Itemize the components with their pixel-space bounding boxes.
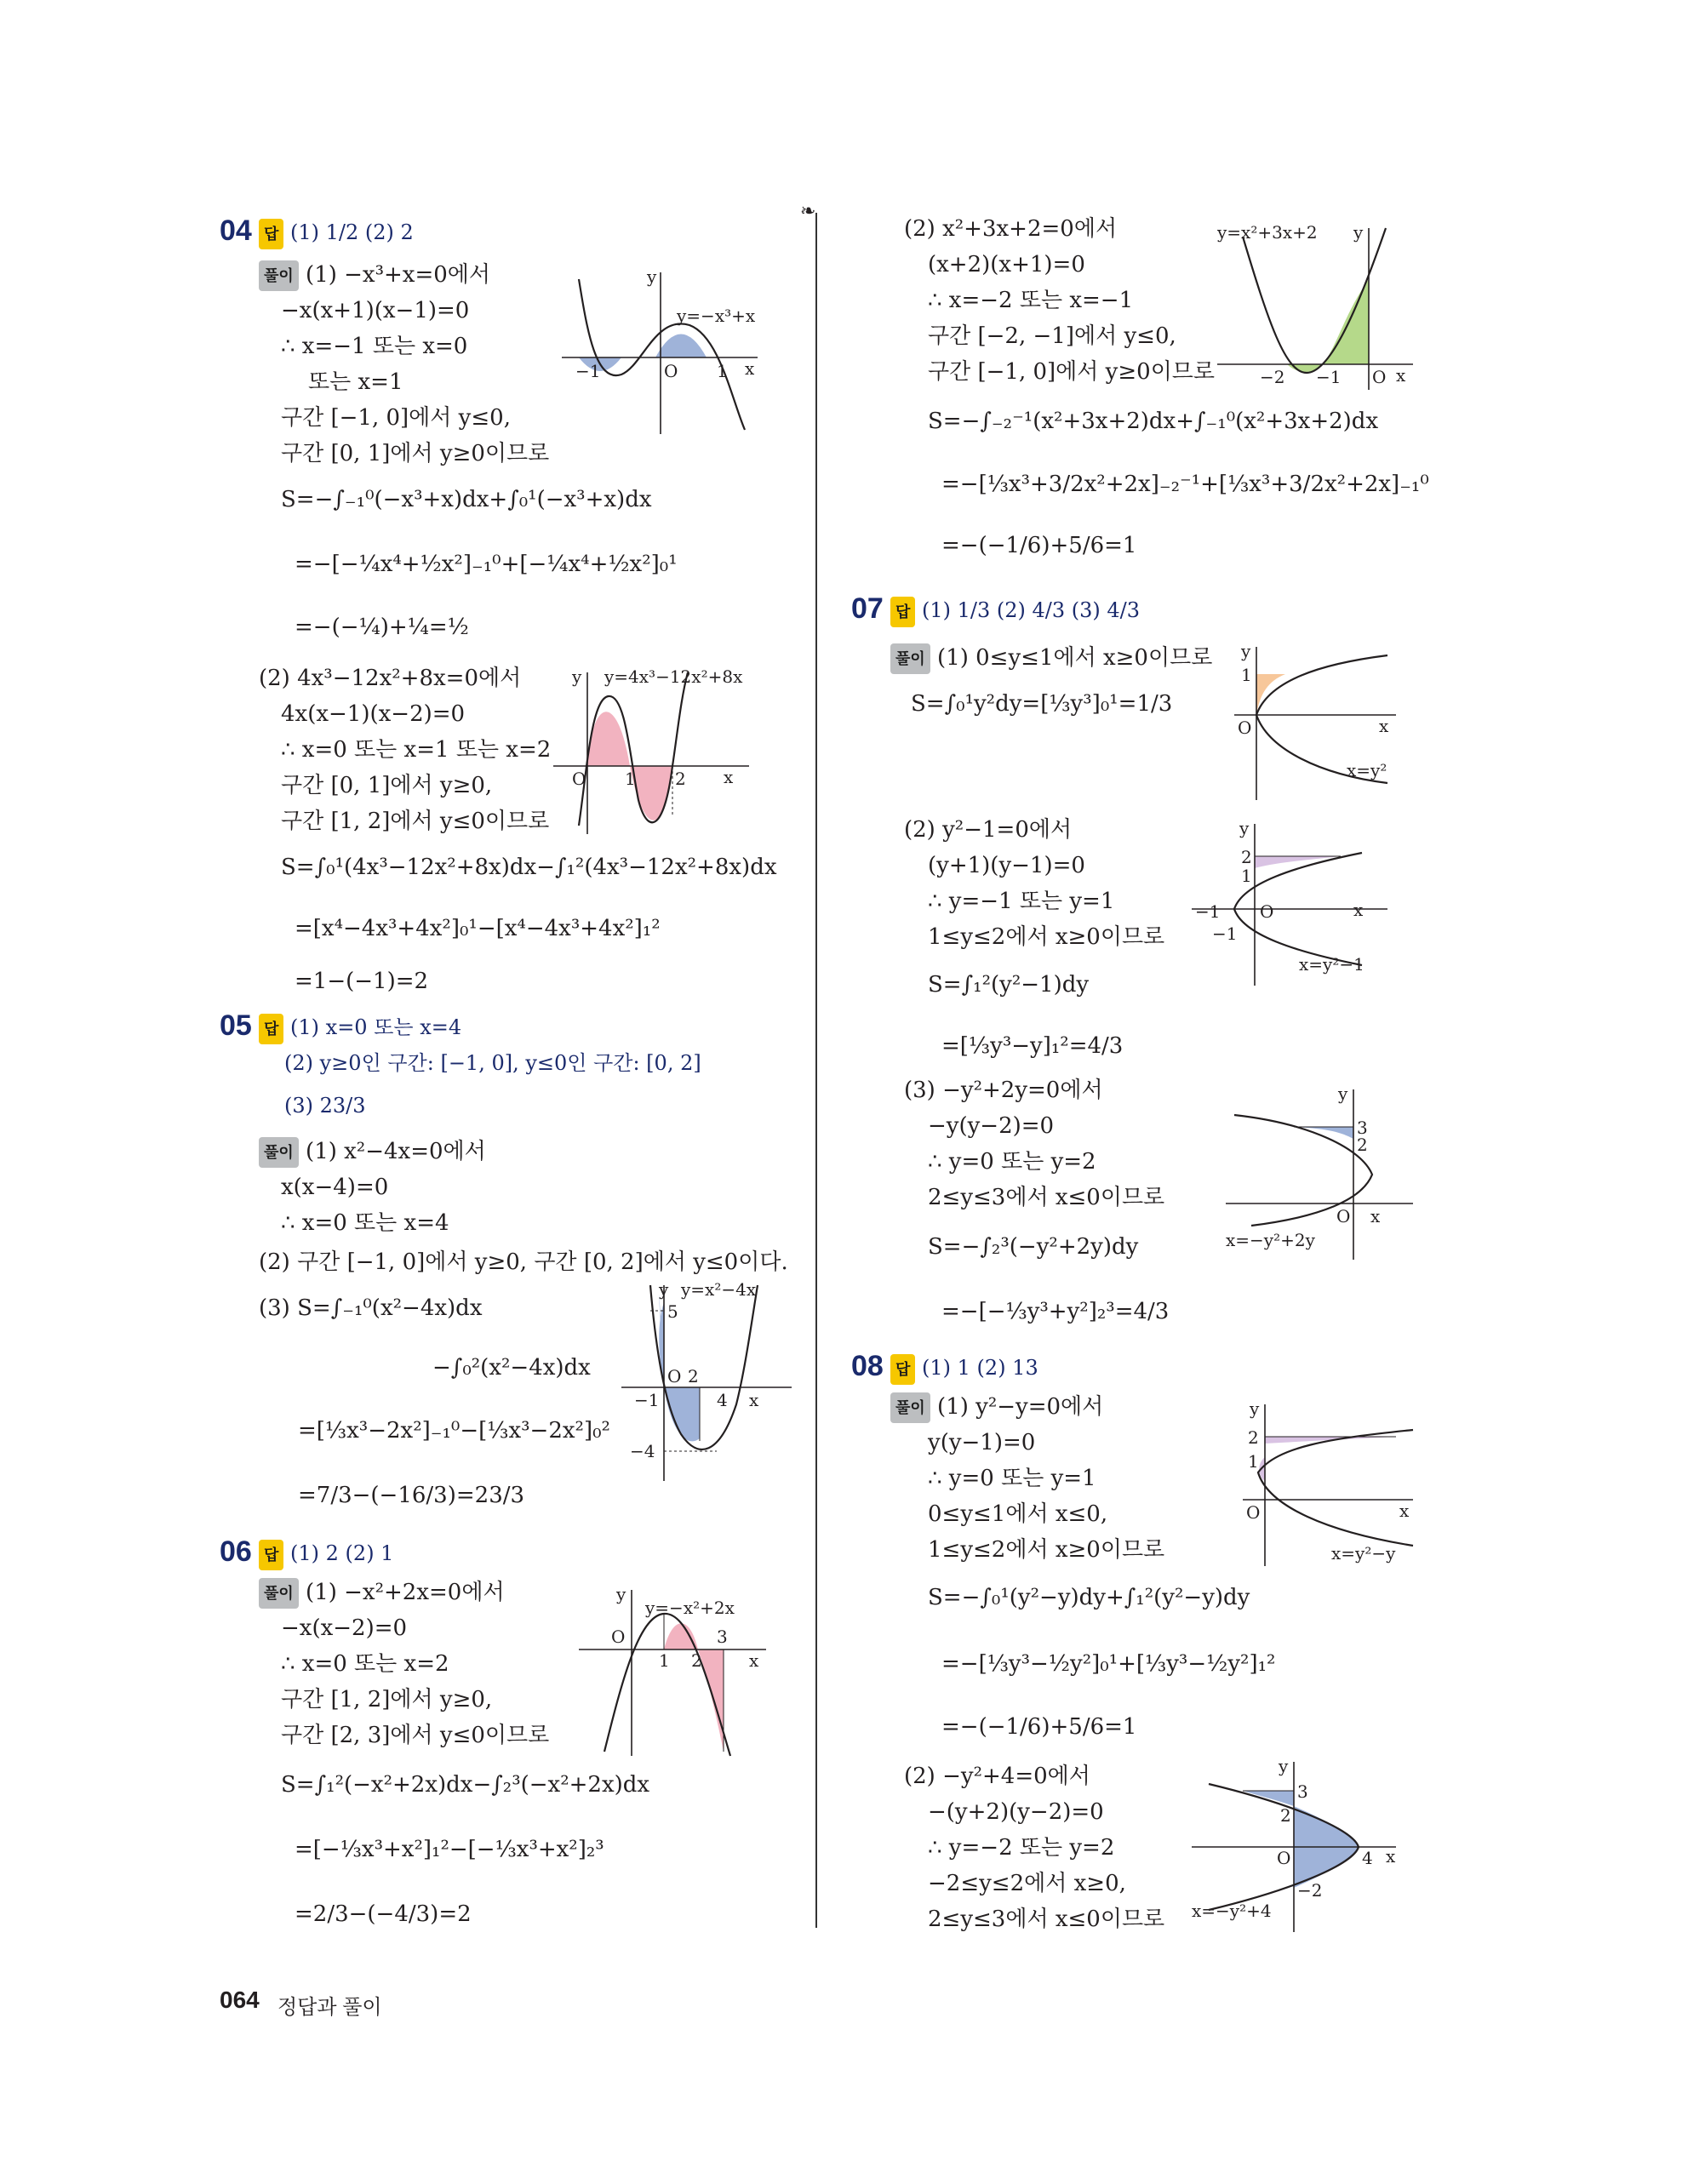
problem-06-answer <box>259 1539 393 1570</box>
formula-line: =[x⁴−4x³+4x²]₀¹−[x⁴−4x³+4x²]₁² <box>295 916 661 941</box>
curve-equation: y=x²+3x+2 <box>1217 222 1318 243</box>
solution-line: (1) x²−4x=0에서 <box>306 1139 486 1164</box>
answer-tag: 답 <box>890 1354 915 1385</box>
solution-line: −y(y−2)=0 <box>928 1113 1055 1139</box>
tick-label: 2 <box>675 769 686 789</box>
tick-label: 4 <box>717 1390 728 1410</box>
answer-text: (1) 1/2 (2) 2 <box>290 220 414 244</box>
tick-label: 4 <box>1362 1848 1373 1868</box>
solution-line: 구간 [−2, −1]에서 y≤0, <box>928 323 1176 349</box>
tick-label: −4 <box>630 1441 655 1461</box>
graph-07-2 <box>1192 815 1413 986</box>
tick-label: 5 <box>667 1301 678 1322</box>
tick-label: 3 <box>717 1627 728 1647</box>
curve-equation: y=x²−4x <box>681 1279 757 1300</box>
solution-line: ∴ x=0 또는 x=2 <box>281 1651 449 1677</box>
solution-line: 구간 [2, 3]에서 y≤0이므로 <box>281 1723 550 1748</box>
curve-equation: x=y²−1 <box>1299 954 1364 975</box>
problem-05-answer <box>259 1013 461 1044</box>
solution-line: (2) 4x³−12x²+8x=0에서 <box>259 666 522 691</box>
problem-07-number: 07 <box>851 592 884 625</box>
solution-line: y(y−1)=0 <box>928 1430 1036 1455</box>
formula-line: =−(−¼)+¼=½ <box>295 615 469 640</box>
solution-line: 구간 [0, 1]에서 y≥0이므로 <box>281 441 550 466</box>
divider-ornament-icon: ❧ <box>800 201 816 222</box>
formula-line: =1−(−1)=2 <box>295 969 429 994</box>
tick-label: −1 <box>1316 367 1342 387</box>
formula-line: S=−∫₂³(−y²+2y)dy <box>928 1234 1139 1260</box>
formula-line: =−[⅓x³+3/2x²+2x]₋₂⁻¹+[⅓x³+3/2x²+2x]₋₁⁰ <box>941 472 1429 497</box>
tick-label: 1 <box>1241 665 1252 685</box>
solution-line: ∴ y=−2 또는 y=2 <box>928 1835 1115 1861</box>
tick-label: 1 <box>717 361 728 381</box>
solution-tag: 풀이 <box>890 1392 930 1423</box>
solution-line: 구간 [−1, 0]에서 y≥0이므로 <box>928 359 1216 385</box>
answer-text: (1) 1/3 (2) 4/3 (3) 4/3 <box>922 598 1141 622</box>
solution-line: 구간 [0, 1]에서 y≥0, <box>281 773 493 798</box>
graph-08-2 <box>1192 1753 1422 1932</box>
tick-label: −1 <box>1212 923 1238 944</box>
solution-line: (2) y²−1=0에서 <box>904 817 1073 843</box>
solution-line: (3) −y²+2y=0에서 <box>904 1078 1103 1103</box>
x-axis-label: x <box>1386 1846 1396 1867</box>
solution-line: −(y+2)(y−2)=0 <box>928 1799 1104 1825</box>
formula-line: =2/3−(−4/3)=2 <box>295 1901 472 1927</box>
solution-tag: 풀이 <box>259 1137 299 1168</box>
solution-line: (1) −x²+2x=0에서 <box>306 1580 505 1605</box>
tick-label: 2 <box>1248 1427 1259 1448</box>
tick-label: −2 <box>1260 367 1285 387</box>
solution-line: 1≤y≤2에서 x≥0이므로 <box>928 1537 1165 1563</box>
solution-line: 구간 [−1, 0]에서 y≤0, <box>281 405 511 431</box>
solution-tag: 풀이 <box>259 260 299 291</box>
answer-text: (1) 1 (2) 13 <box>922 1356 1038 1380</box>
y-axis-label: y <box>1279 1756 1289 1776</box>
problem-08-answer <box>890 1353 1038 1385</box>
solution-line: 구간 [1, 2]에서 y≥0, <box>281 1687 493 1712</box>
solution-line: (1) −x³+x=0에서 <box>306 262 491 288</box>
solution-tag: 풀이 <box>890 643 930 674</box>
graph-08-1 <box>1243 1396 1430 1566</box>
problem-07-answer <box>890 596 1140 627</box>
tick-label: −1 <box>634 1390 660 1410</box>
y-axis-label: y <box>1338 1083 1348 1104</box>
section-title: 정답과 풀이 <box>277 1996 382 2019</box>
formula-line: =[⅓y³−y]₁²=4/3 <box>941 1033 1124 1059</box>
y-axis-label: y <box>572 666 582 687</box>
solution-line: ∴ y=0 또는 y=2 <box>928 1149 1096 1175</box>
graph-04-2 <box>553 664 775 834</box>
solution-line: (2) x²+3x+2=0에서 <box>904 216 1118 242</box>
y-axis-label: y <box>1241 641 1251 661</box>
answer-text: (1) x=0 또는 x=4 <box>290 1015 462 1039</box>
formula-line: S=∫₁²(−x²+2x)dx−∫₂³(−x²+2x)dx <box>281 1772 650 1798</box>
tick-label: −1 <box>575 361 601 381</box>
solution-tag: 풀이 <box>259 1578 299 1609</box>
curve-equation: x=y² <box>1347 760 1387 780</box>
x-axis-label: x <box>749 1390 759 1410</box>
x-axis-label: x <box>1396 365 1406 386</box>
y-axis-label: y <box>1353 222 1364 243</box>
solution-line: 0≤y≤1에서 x≤0, <box>928 1501 1108 1527</box>
problem-05-solution-head <box>259 1137 486 1168</box>
x-axis-label: x <box>1353 900 1364 920</box>
x-axis-label: x <box>724 767 734 787</box>
column-divider <box>815 213 817 1928</box>
problem-08-solution-head <box>890 1392 1103 1423</box>
solution-line: 또는 x=1 <box>308 369 403 395</box>
formula-line: =−(−1/6)+5/6=1 <box>941 1714 1137 1740</box>
tick-label: 3 <box>1297 1781 1308 1802</box>
solution-line: 2≤y≤3에서 x≤0이므로 <box>928 1185 1165 1210</box>
solution-line: (1) y²−y=0에서 <box>937 1394 1104 1420</box>
solution-line: (2) 구간 [−1, 0]에서 y≥0, 구간 [0, 2]에서 y≤0이다. <box>259 1249 788 1275</box>
answer-tag: 답 <box>259 1014 283 1044</box>
problem-06-solution-head <box>259 1578 505 1609</box>
origin-label: O <box>611 1627 626 1647</box>
graph-06-2 <box>1217 220 1422 390</box>
graph-06 <box>579 1581 783 1760</box>
formula-line: S=−∫₋₂⁻¹(x²+3x+2)dx+∫₋₁⁰(x²+3x+2)dx <box>928 409 1379 434</box>
solution-line: ∴ x=0 또는 x=4 <box>281 1210 449 1236</box>
x-axis-label: x <box>1399 1501 1410 1521</box>
tick-label: 2 <box>691 1650 702 1671</box>
solution-line: −x(x−2)=0 <box>281 1615 408 1641</box>
formula-line: S=−∫₋₁⁰(−x³+x)dx+∫₀¹(−x³+x)dx <box>281 487 652 512</box>
tick-label: −1 <box>1195 901 1221 922</box>
origin-label: O <box>1238 718 1252 738</box>
origin-label: O <box>572 769 586 789</box>
problem-04-number: 04 <box>220 214 252 247</box>
solution-line: −2≤y≤2에서 x≥0, <box>928 1871 1126 1896</box>
answer-tag: 답 <box>259 1540 283 1570</box>
origin-label: O <box>1246 1502 1261 1523</box>
formula-line: S=∫₀¹y²dy=[⅓y³]₀¹=1/3 <box>911 691 1173 717</box>
formula-line: =−[⅓y³−½y²]₀¹+[⅓y³−½y²]₁² <box>941 1651 1276 1677</box>
tick-label: 1 <box>659 1650 670 1671</box>
solution-line: ∴ x=−2 또는 x=−1 <box>928 288 1134 313</box>
y-axis-label: y <box>647 266 657 287</box>
tick-label: 3 <box>1357 1118 1368 1138</box>
solution-line: x(x−4)=0 <box>281 1175 389 1200</box>
x-axis-label: x <box>745 358 755 379</box>
origin-label: O <box>1277 1848 1291 1868</box>
x-axis-label: x <box>749 1650 759 1671</box>
problem-06-number: 06 <box>220 1535 252 1568</box>
graph-07-3 <box>1226 1081 1430 1260</box>
answer-text: (2) y≥0인 구간: [−1, 0], y≤0인 구간: [0, 2] <box>284 1051 701 1075</box>
problem-04-answer <box>259 218 414 249</box>
formula-line: =[⅓x³−2x²]₋₁⁰−[⅓x³−2x²]₀² <box>298 1418 610 1444</box>
solution-line: ∴ x=0 또는 x=1 또는 x=2 <box>281 737 552 763</box>
solution-line: (1) 0≤y≤1에서 x≥0이므로 <box>937 645 1213 671</box>
curve-equation: x=−y²+4 <box>1192 1901 1272 1921</box>
solution-line: 구간 [1, 2]에서 y≤0이므로 <box>281 809 550 834</box>
formula-line: −∫₀²(x²−4x)dx <box>432 1355 591 1381</box>
problem-05-number: 05 <box>220 1009 252 1042</box>
solution-line: (x+2)(x+1)=0 <box>928 252 1085 277</box>
tick-label: 2 <box>1280 1805 1291 1826</box>
x-axis-label: x <box>1370 1206 1381 1226</box>
answer-text: (3) 23/3 <box>284 1094 366 1118</box>
formula-line: =7/3−(−16/3)=23/3 <box>298 1483 525 1508</box>
page-number: 064 <box>220 1987 260 2013</box>
solution-line: ∴ y=0 또는 y=1 <box>928 1466 1096 1491</box>
curve-equation: y=−x²+2x <box>645 1598 735 1618</box>
origin-label: O <box>1336 1206 1351 1226</box>
tick-label: 2 <box>1357 1135 1368 1155</box>
formula-line: =[−⅓x³+x²]₁²−[−⅓x³+x²]₂³ <box>295 1837 604 1862</box>
tick-label: 1 <box>1241 866 1252 886</box>
formula-line: S=∫₀¹(4x³−12x²+8x)dx−∫₁²(4x³−12x²+8x)dx <box>281 855 777 880</box>
solution-line: 1≤y≤2에서 x≥0이므로 <box>928 924 1165 950</box>
curve-equation: x=−y²+2y <box>1226 1230 1315 1250</box>
tick-label: 2 <box>688 1366 699 1386</box>
solution-line: ∴ x=−1 또는 x=0 <box>281 334 468 359</box>
formula-line: (3) S=∫₋₁⁰(x²−4x)dx <box>259 1295 483 1321</box>
tick-label: 1 <box>1248 1451 1259 1472</box>
formula-line: S=∫₁²(y²−1)dy <box>928 972 1090 998</box>
solution-line: ∴ y=−1 또는 y=1 <box>928 889 1115 914</box>
answer-text: (1) 2 (2) 1 <box>290 1541 394 1565</box>
graph-04-1 <box>562 264 783 434</box>
tick-label: −2 <box>1297 1880 1323 1901</box>
tick-label: 1 <box>625 769 636 789</box>
solution-line: −x(x+1)(x−1)=0 <box>281 298 470 323</box>
x-axis-label: x <box>1379 716 1389 736</box>
problem-08-number: 08 <box>851 1350 884 1382</box>
solution-line: (2) −y²+4=0에서 <box>904 1764 1090 1789</box>
y-axis-label: y <box>1239 818 1250 838</box>
formula-line: S=−∫₀¹(y²−y)dy+∫₁²(y²−y)dy <box>928 1585 1250 1610</box>
curve-equation: x=y²−y <box>1331 1543 1396 1564</box>
formula-line: =−(−1/6)+5/6=1 <box>941 533 1137 558</box>
y-axis-label: y <box>616 1584 626 1604</box>
tick-label: 2 <box>1241 847 1252 867</box>
solution-line: 2≤y≤3에서 x≤0이므로 <box>928 1907 1165 1932</box>
origin-label: O <box>667 1366 682 1386</box>
y-axis-label: y <box>1250 1398 1260 1419</box>
answer-tag: 답 <box>890 597 915 627</box>
origin-label: O <box>1260 901 1274 922</box>
problem-07-solution-head <box>890 643 1212 674</box>
curve-equation: y=−x³+x <box>677 306 756 326</box>
problem-04-solution-head <box>259 260 490 291</box>
graph-07-1 <box>1234 638 1405 800</box>
origin-label: O <box>664 361 678 381</box>
solution-line: (y+1)(y−1)=0 <box>928 853 1085 878</box>
y-axis-label: y <box>659 1279 669 1300</box>
formula-line: =−[−¼x⁴+½x²]₋₁⁰+[−¼x⁴+½x²]₀¹ <box>295 552 678 577</box>
solution-line: 4x(x−1)(x−2)=0 <box>281 701 466 727</box>
graph-05 <box>621 1277 809 1481</box>
formula-line: =−[−⅓y³+y²]₂³=4/3 <box>941 1299 1170 1324</box>
origin-label: O <box>1372 367 1387 387</box>
answer-tag: 답 <box>259 219 283 249</box>
curve-equation: y=4x³−12x²+8x <box>604 666 743 687</box>
